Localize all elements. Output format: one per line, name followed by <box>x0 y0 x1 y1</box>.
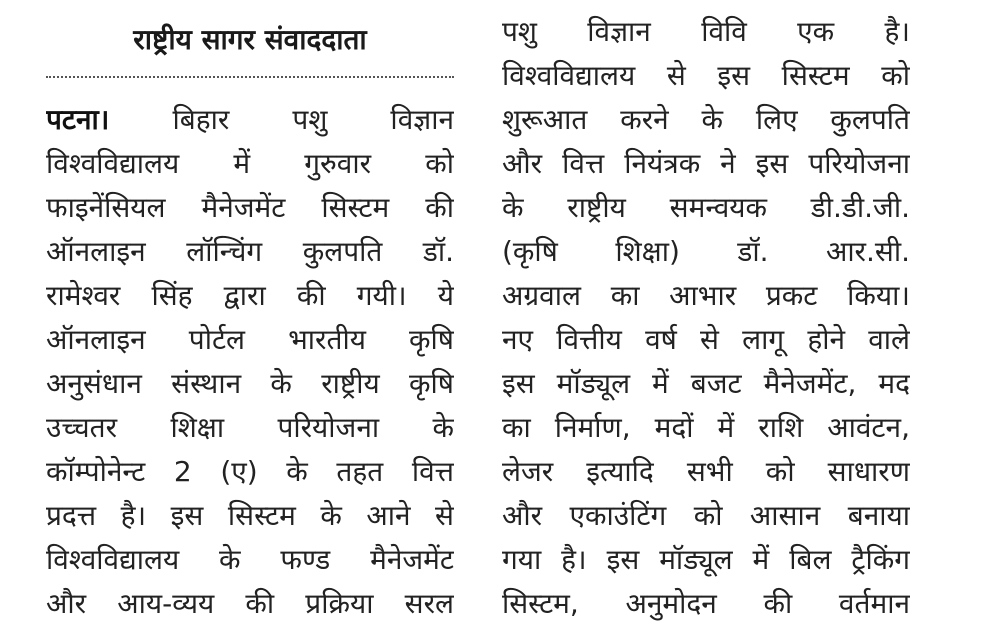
article-line: विश्वविद्यालय के फण्ड मैनेजमेंट <box>46 543 454 576</box>
article-line: (कृषि शिक्षा) डॉ. आर.सी. <box>502 235 910 268</box>
article-line: फाइनेंसियल मैनेजमेंट सिस्टम की <box>46 191 454 224</box>
byline: राष्ट्रीय सागर संवाददाता <box>133 23 367 56</box>
article-line: प्रदत्त है। इस सिस्टम के आने से <box>46 499 454 532</box>
article-line: सिस्टम, अनुमोदन की वर्तमान <box>502 587 910 620</box>
article-line <box>46 98 454 142</box>
article-line: रामेश्वर सिंह द्वारा की गयी। ये <box>46 279 454 312</box>
article-line: इस मॉड्यूल में बजट मैनेजमेंट, मद <box>502 367 910 400</box>
article-line: ऑनलाइन लॉन्चिंग कुलपति डॉ. <box>46 235 454 268</box>
article-line: गया है। इस मॉड्यूल में बिल ट्रैकिंग <box>502 543 910 576</box>
article-line: नए वित्तीय वर्ष से लागू होने वाले <box>502 323 910 356</box>
article-line: अग्रवाल का आभार प्रकट किया। <box>502 279 910 312</box>
article-line: लेजर इत्यादि सभी को साधारण <box>502 455 910 488</box>
article-line: उच्चतर शिक्षा परियोजना के <box>46 411 454 444</box>
article-line: के राष्ट्रीय समन्वयक डी.डी.जी. <box>502 191 910 224</box>
article-line: पशु विज्ञान विवि एक है। <box>502 15 910 48</box>
article-line: का निर्माण, मदों में राशि आवंटन, <box>502 411 910 444</box>
article-line: शुरूआत करने के लिए कुलपति <box>502 103 910 136</box>
article-line: अनुसंधान संस्थान के राष्ट्रीय कृषि <box>46 367 454 400</box>
dateline: पटना। <box>46 103 110 136</box>
article-line: कॉम्पोनेन्ट 2 (ए) के तहत वित्त <box>46 455 454 488</box>
article-line: विश्वविद्यालय में गुरुवार को <box>46 147 454 180</box>
article-line: और एकाउंटिंग को आसान बनाया <box>502 499 910 532</box>
article-line: और वित्त नियंत्रक ने इस परियोजना <box>502 147 910 180</box>
article-line: विश्वविद्यालय से इस सिस्टम को <box>502 59 910 92</box>
article-line-text: बिहार पशु विज्ञान <box>172 103 454 136</box>
article-line: और आय-व्यय की प्रक्रिया सरल <box>46 587 454 620</box>
byline-divider <box>46 76 454 78</box>
article-line: ऑनलाइन पोर्टल भारतीय कृषि <box>46 323 454 356</box>
